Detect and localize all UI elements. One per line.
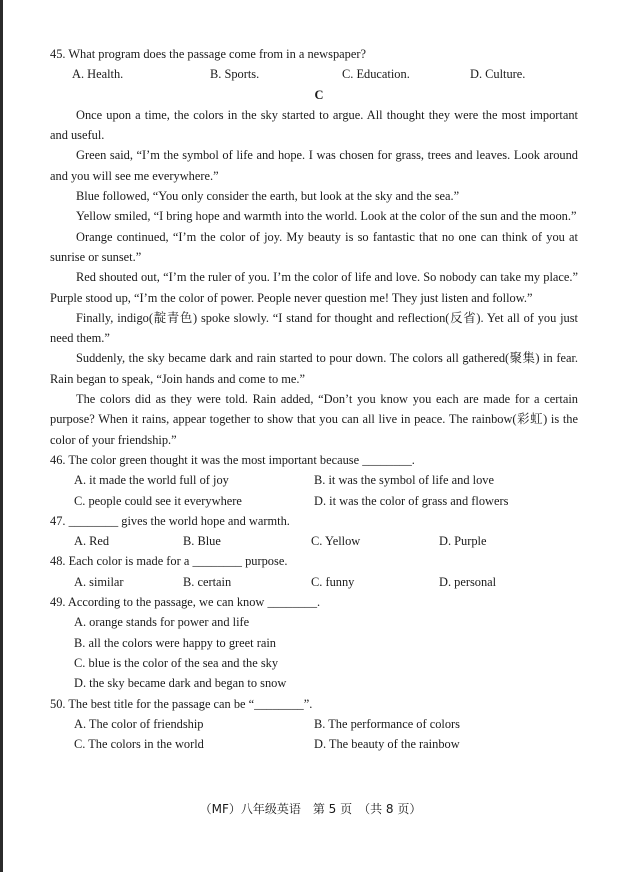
page-content [50, 44, 578, 754]
question-47-options [50, 531, 578, 551]
passage-paragraph: Red shouted out, “I’m the ruler of you. I’m the color of life and love. So nobody can take my place.” Purple stood up, “I’m the color of power. People never question me! They just listen and follow.” [50, 270, 578, 305]
question-46-options-row1 [50, 470, 578, 490]
question-45-option-a: A. Health. [72, 67, 124, 82]
question-49-stem: 49. According to the passage, we can know ________. [50, 595, 321, 610]
question-50-option-b: B. The performance of colors [314, 716, 460, 731]
question-46-option-b: B. it was the symbol of life and love [314, 473, 494, 488]
question-48-stem: 48. Each color is made for a ________ purpose. [50, 554, 288, 569]
question-48-option-b: B. certain [183, 574, 232, 589]
question-46-option-a: A. it made the world full of joy [74, 473, 229, 488]
section-label: C [314, 87, 324, 102]
question-50-stem: 50. The best title for the passage can be “________”. [50, 696, 313, 711]
question-48-option-c: C. funny [311, 574, 355, 589]
question-50-option-a: A. The color of friendship [74, 716, 204, 731]
question-47-option-b: B. Blue [183, 534, 221, 549]
question-49-option-a: A. orange stands for power and life [74, 615, 250, 630]
question-49-option-b: B. all the colors were happy to greet rain [74, 635, 276, 650]
passage-paragraph: The colors did as they were told. Rain added, “Don’t you know you each are made for a certain purpose? When it rains, appear together to show that you can all live in peace. The rainbow(彩虹) is the color of your friendship.” [50, 392, 578, 447]
question-47-stem: 47. ________ gives the world hope and warmth. [50, 513, 290, 528]
question-45-options [50, 64, 578, 84]
question-45-option-c: C. Education. [342, 67, 410, 82]
question-46-option-d: D. it was the color of grass and flowers [314, 493, 509, 508]
passage-paragraph: Once upon a time, the colors in the sky started to argue. All thought they were the most important and useful. [50, 107, 578, 143]
passage-paragraph: Blue followed, “You only consider the earth, but look at the sky and the sea.” [76, 189, 460, 204]
passage-paragraph: Finally, indigo(靛青色) spoke slowly. “I stand for thought and reflection(反省). Yet all of you just need them.” [50, 310, 578, 346]
question-45-option-d: D. Culture. [470, 67, 526, 82]
question-50-options-row1 [50, 714, 578, 734]
page-footer: （MF）八年级英语 第 5 页 （共 8 页） [199, 802, 422, 816]
question-46-option-c: C. people could see it everywhere [74, 493, 242, 508]
question-50-option-d: D. The beauty of the rainbow [314, 737, 460, 752]
question-48-options [50, 572, 578, 592]
question-46-options-row2 [50, 491, 578, 511]
question-50-options-row2 [50, 734, 578, 754]
question-48-option-a: A. similar [74, 574, 124, 589]
scan-edge [0, 0, 3, 872]
question-46-stem: 46. The color green thought it was the most important because ________. [50, 452, 415, 467]
passage-paragraph: Orange continued, “I’m the color of joy. My beauty is so fantastic that no one can think of you at sunrise or sunset.” [50, 229, 578, 264]
question-45-stem: 45. What program does the passage come from in a newspaper? [50, 47, 366, 61]
question-47-option-d: D. Purple [439, 534, 487, 549]
passage-paragraph: Suddenly, the sky became dark and rain started to pour down. The colors all gathered(聚集) in fear. Rain began to speak, “Join hands and come to me.” [50, 351, 578, 386]
question-49-option-d: D. the sky became dark and began to snow [74, 676, 287, 691]
question-50-option-c: C. The colors in the world [74, 737, 204, 752]
question-48-option-d: D. personal [439, 574, 497, 589]
question-47-option-c: C. Yellow [311, 534, 361, 549]
passage-paragraph: Green said, “I’m the symbol of life and hope. I was chosen for grass, trees and leaves. Look around and you will see me everywhere.” [50, 148, 578, 183]
question-47-option-a: A. Red [74, 534, 110, 549]
question-49-option-c: C. blue is the color of the sea and the sky [74, 655, 279, 670]
question-45-option-b: B. Sports. [210, 67, 260, 82]
passage-paragraph: Yellow smiled, “I bring hope and warmth into the world. Look at the color of the sun and the moon.” [76, 209, 577, 224]
